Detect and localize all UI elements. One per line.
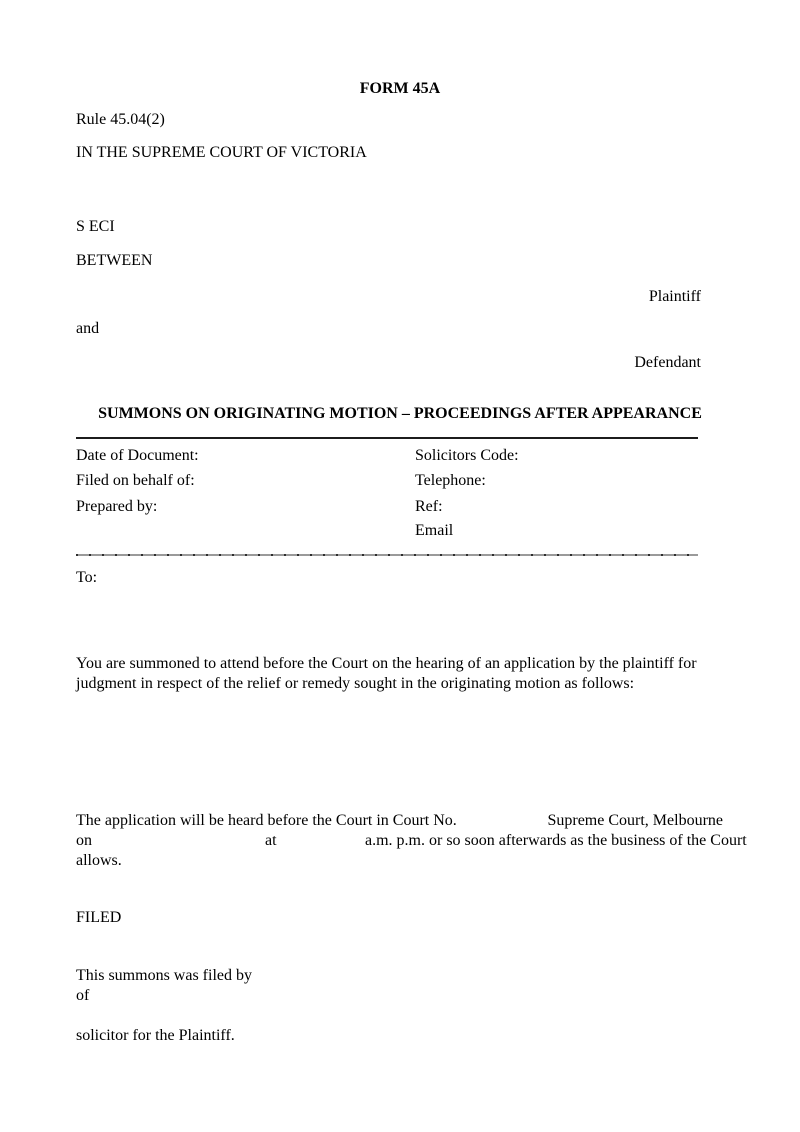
field-label-solicitors-code: Solicitors Code: [415, 447, 519, 464]
hearing-time-text: a.m. p.m. or so soon afterwards as the business of the Court [365, 832, 747, 849]
horizontal-rule-top [76, 437, 698, 439]
hearing-line2 [76, 831, 747, 851]
between-label: BETWEEN [76, 252, 153, 269]
to-label: To: [76, 569, 98, 586]
of-label: of [76, 987, 90, 1004]
solicitor-text: solicitor for the Plaintiff. [76, 1027, 235, 1044]
field-label-filed-on-behalf-of: Filed on behalf of: [76, 472, 195, 489]
defendant-label: Defendant [634, 354, 701, 371]
field-label-prepared-by: Prepared by: [76, 498, 158, 515]
hearing-line1-right: Supreme Court, Melbourne [547, 812, 723, 829]
plaintiff-label: Plaintiff [648, 288, 701, 305]
and-label: and [76, 320, 100, 337]
hearing-line1-left: The application will be heard before the Court in Court No. [76, 812, 457, 829]
filed-by-text: This summons was filed by [76, 967, 252, 984]
field-label-email: Email [415, 522, 454, 539]
hearing-line3: allows. [76, 852, 122, 869]
rule-reference: Rule 45.04(2) [76, 111, 165, 128]
proceeding-number: S ECI [76, 218, 115, 235]
form-number: FORM 45A [359, 80, 441, 97]
field-label-telephone: Telephone: [415, 472, 486, 489]
summons-paragraph: You are summoned to attend before the Court on the hearing of an application by the plaintiff for judgment in respect of the relief or remedy sought in the originating motion as follows: [76, 655, 697, 692]
filed-label: FILED [76, 909, 122, 926]
hearing-on-label: on [76, 832, 92, 849]
document-title: SUMMONS ON ORIGINATING MOTION – PROCEEDINGS AFTER APPEARANCE [98, 405, 702, 422]
field-label-date-of-document: Date of Document: [76, 447, 199, 464]
court-name: IN THE SUPREME COURT OF VICTORIA [76, 144, 367, 161]
hearing-at-label: at [265, 832, 277, 849]
field-label-ref: Ref: [415, 498, 443, 515]
horizontal-rule-dashed [76, 554, 698, 556]
